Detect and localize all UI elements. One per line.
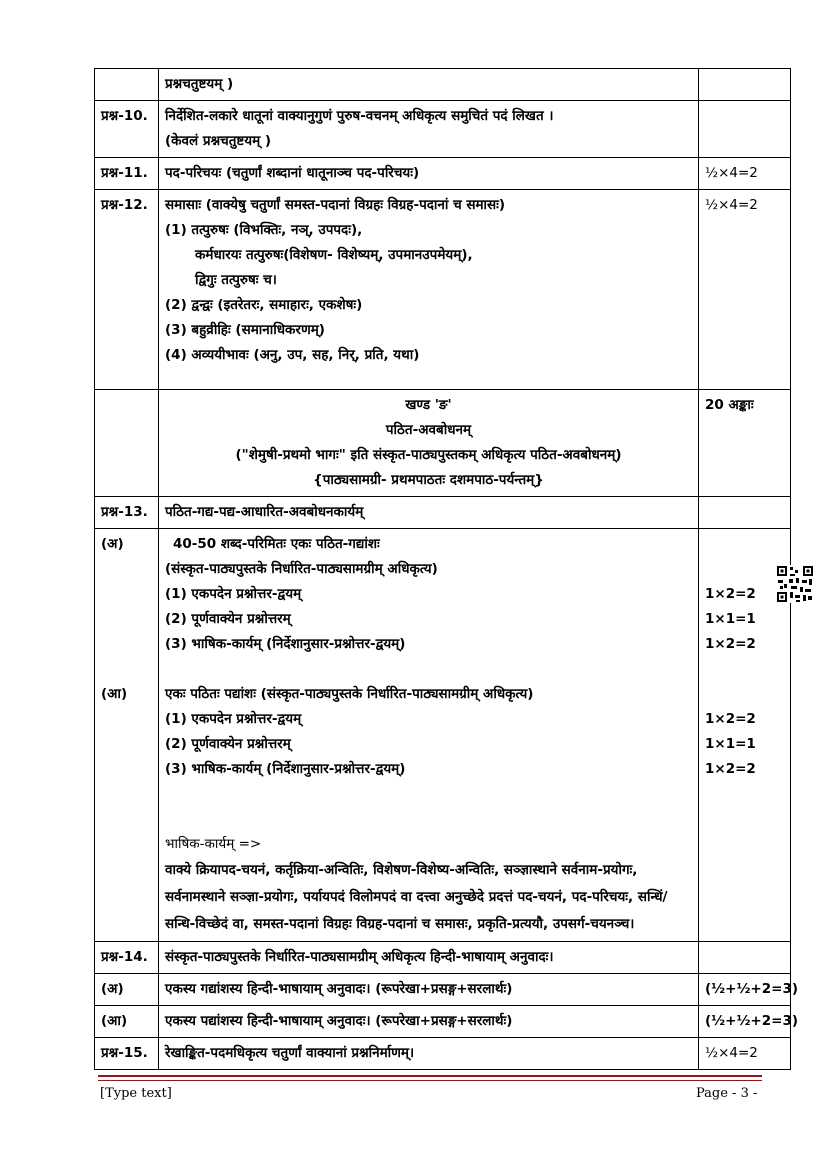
marks: 20 अङ्काः xyxy=(699,390,791,497)
question-number: प्रश्न-14. xyxy=(95,942,159,974)
marks: 1×2=2 xyxy=(705,586,756,602)
row-text: एकस्य पद्यांशस्य हिन्दी-भाषायाम् अनुवादः। (रूपरेखा+प्रसङ्ग+सरलार्थः) xyxy=(159,1006,699,1038)
sub-question-a: (अ) xyxy=(95,974,159,1006)
row-text: (2) पूर्णवाक्येन प्रश्नोत्तरम् xyxy=(165,736,291,752)
row-text: (संस्कृत-पाठ्यपुस्तके निर्धारित-पाठ्यसामग्रीम् अधिकृत्य) xyxy=(165,561,438,577)
section-title: खण्ड 'ङ' xyxy=(405,397,452,413)
row-text: 40-50 शब्द-परिमितः एकः पठित-गद्यांशः xyxy=(173,536,380,552)
section-heading xyxy=(159,390,699,497)
table-row xyxy=(95,974,791,1006)
footer-left-text: [Type text] xyxy=(100,1086,172,1101)
question-number: प्रश्न-15. xyxy=(95,1038,159,1070)
section-subtitle: पठित-अवबोधनम् xyxy=(385,422,472,438)
row-text: (1) तत्पुरुषः (विभक्तिः, नञ्, उपपदः), xyxy=(165,222,363,238)
marking-scheme-table xyxy=(94,68,799,1070)
sub-question-aa: (आ) xyxy=(101,686,128,702)
marks: 1×2=2 xyxy=(705,636,756,652)
question-number: प्रश्न-10. xyxy=(95,101,159,158)
table-row xyxy=(95,497,791,529)
table-row xyxy=(95,390,791,497)
row-text: (3) भाषिक-कार्यम् (निर्देशानुसार-प्रश्नोत्तर-द्वयम्) xyxy=(165,636,406,652)
marks: ½×4=2 xyxy=(699,190,791,390)
sub-question-aa: (आ) xyxy=(95,1006,159,1038)
table-row xyxy=(95,529,791,942)
row-text: भाषिक-कार्यम् => xyxy=(165,836,262,852)
row-text: (1) एकपदेन प्रश्नोत्तर-द्वयम् xyxy=(165,711,302,727)
row-text: द्विगुः तत्पुरुषः च। xyxy=(195,272,277,288)
row-text: (2) पूर्णवाक्येन प्रश्नोत्तरम् xyxy=(165,611,291,627)
question-number: प्रश्न-12. xyxy=(95,190,159,390)
table-row xyxy=(95,190,791,390)
marks: ½×4=2 xyxy=(699,158,791,190)
row-text: प्रश्नचतुष्टयम् ) xyxy=(165,76,234,92)
marks: 1×1=1 xyxy=(705,611,756,627)
marks: (½+½+2=3) xyxy=(699,1006,791,1038)
row-text: समासाः (वाक्येषु चतुर्णां समस्त-पदानां विग्रहः विग्रह-पदानां च समासः) xyxy=(165,197,506,213)
row-text: (4) अव्ययीभावः (अनु, उप, सह, निर्, प्रति, यथा) xyxy=(165,347,420,363)
row-text: एकः पठितः पद्यांशः (संस्कृत-पाठ्यपुस्तके निर्धारित-पाठ्यसामग्रीम् अधिकृत्य) xyxy=(165,686,534,702)
table-row xyxy=(95,101,791,158)
row-text: (2) द्वन्द्वः (इतरेतरः, समाहारः, एकशेषः) xyxy=(165,297,363,313)
row-text: (1) एकपदेन प्रश्नोत्तर-द्वयम् xyxy=(165,586,302,602)
row-text: निर्देशित-लकारे धातूनां वाक्यानुगुणं पुरुष-वचनम् अधिकृत्य समुचितं पदं लिखत । xyxy=(165,108,554,124)
row-text: (केवलं प्रश्नचतुष्टयम् ) xyxy=(165,133,272,149)
marks: 1×2=2 xyxy=(705,711,756,727)
row-text: संस्कृत-पाठ्यपुस्तके निर्धारित-पाठ्यसामग्रीम् अधिकृत्य हिन्दी-भाषायाम् अनुवादः। xyxy=(159,942,699,974)
table-row xyxy=(95,158,791,190)
marks: 1×1=1 xyxy=(705,736,756,752)
footer-rule-thin xyxy=(98,1080,762,1081)
page-number: Page - 3 - xyxy=(696,1086,758,1101)
row-text: पद-परिचयः (चतुर्णां शब्दानां धातूनाञ्च पद-परिचयः) xyxy=(159,158,699,190)
row-text: (3) भाषिक-कार्यम् (निर्देशानुसार-प्रश्नोत्तर-द्वयम्) xyxy=(165,761,406,777)
section-syllabus: {पाठ्यसामग्री- प्रथमपाठतः दशमपाठ-पर्यन्तम्} xyxy=(313,472,544,488)
marks: ½×4=2 xyxy=(699,1038,791,1070)
question-number: प्रश्न-11. xyxy=(95,158,159,190)
question-number: प्रश्न-13. xyxy=(95,497,159,529)
row-text: रेखाङ्कित-पदमधिकृत्य चतुर्णां वाक्यानां प्रश्ननिर्माणम्। xyxy=(159,1038,699,1070)
table-row xyxy=(95,1006,791,1038)
row-text: एकस्य गद्यांशस्य हिन्दी-भाषायाम् अनुवादः। (रूपरेखा+प्रसङ्ग+सरलार्थः) xyxy=(159,974,699,1006)
table-row xyxy=(95,1038,791,1070)
row-text: (3) बहुव्रीहिः (समानाधिकरणम्) xyxy=(165,322,325,338)
footer-rule xyxy=(98,1075,762,1077)
qr-code-icon xyxy=(776,565,814,603)
row-text: पठित-गद्य-पद्य-आधारित-अवबोधनकार्यम् xyxy=(159,497,699,529)
section-description: ("शेमुषी-प्रथमो भागः" इति संस्कृत-पाठ्यपुस्तकम् अधिकृत्य पठित-अवबोधनम्) xyxy=(235,447,622,463)
table-row xyxy=(95,942,791,974)
marks: (½+½+2=3) xyxy=(699,974,791,1006)
sub-question-a: (अ) xyxy=(101,536,124,552)
language-work-paragraph: वाक्ये क्रियापद-चयनं, कर्तृक्रिया-अन्वितिः, विशेषण-विशेष्य-अन्वितिः, सञ्ज्ञास्थाने सर्वनाम-प्रयोगः, सर्वनामस्थाने सञ्ज्ञा-प्रयोगः, पर्यायपदं विलोमपदं वा दत्त्वा अनुच्छेदे प्रदत्तं पद-चयनं, पद-परिचयः, सन्धिं/सन्धि-विच्छेदं वा, समस्त-पदानां विग्रहः विग्रह-पदानां च समासः, प्रकृति-प्रत्ययौ, उपसर्ग-चयनञ्च। xyxy=(165,862,668,932)
row-text: कर्मधारयः तत्पुरुषः(विशेषण- विशेष्यम्, उपमानउपमेयम्), xyxy=(195,247,473,263)
table-row xyxy=(95,69,791,101)
marks: 1×2=2 xyxy=(705,761,756,777)
